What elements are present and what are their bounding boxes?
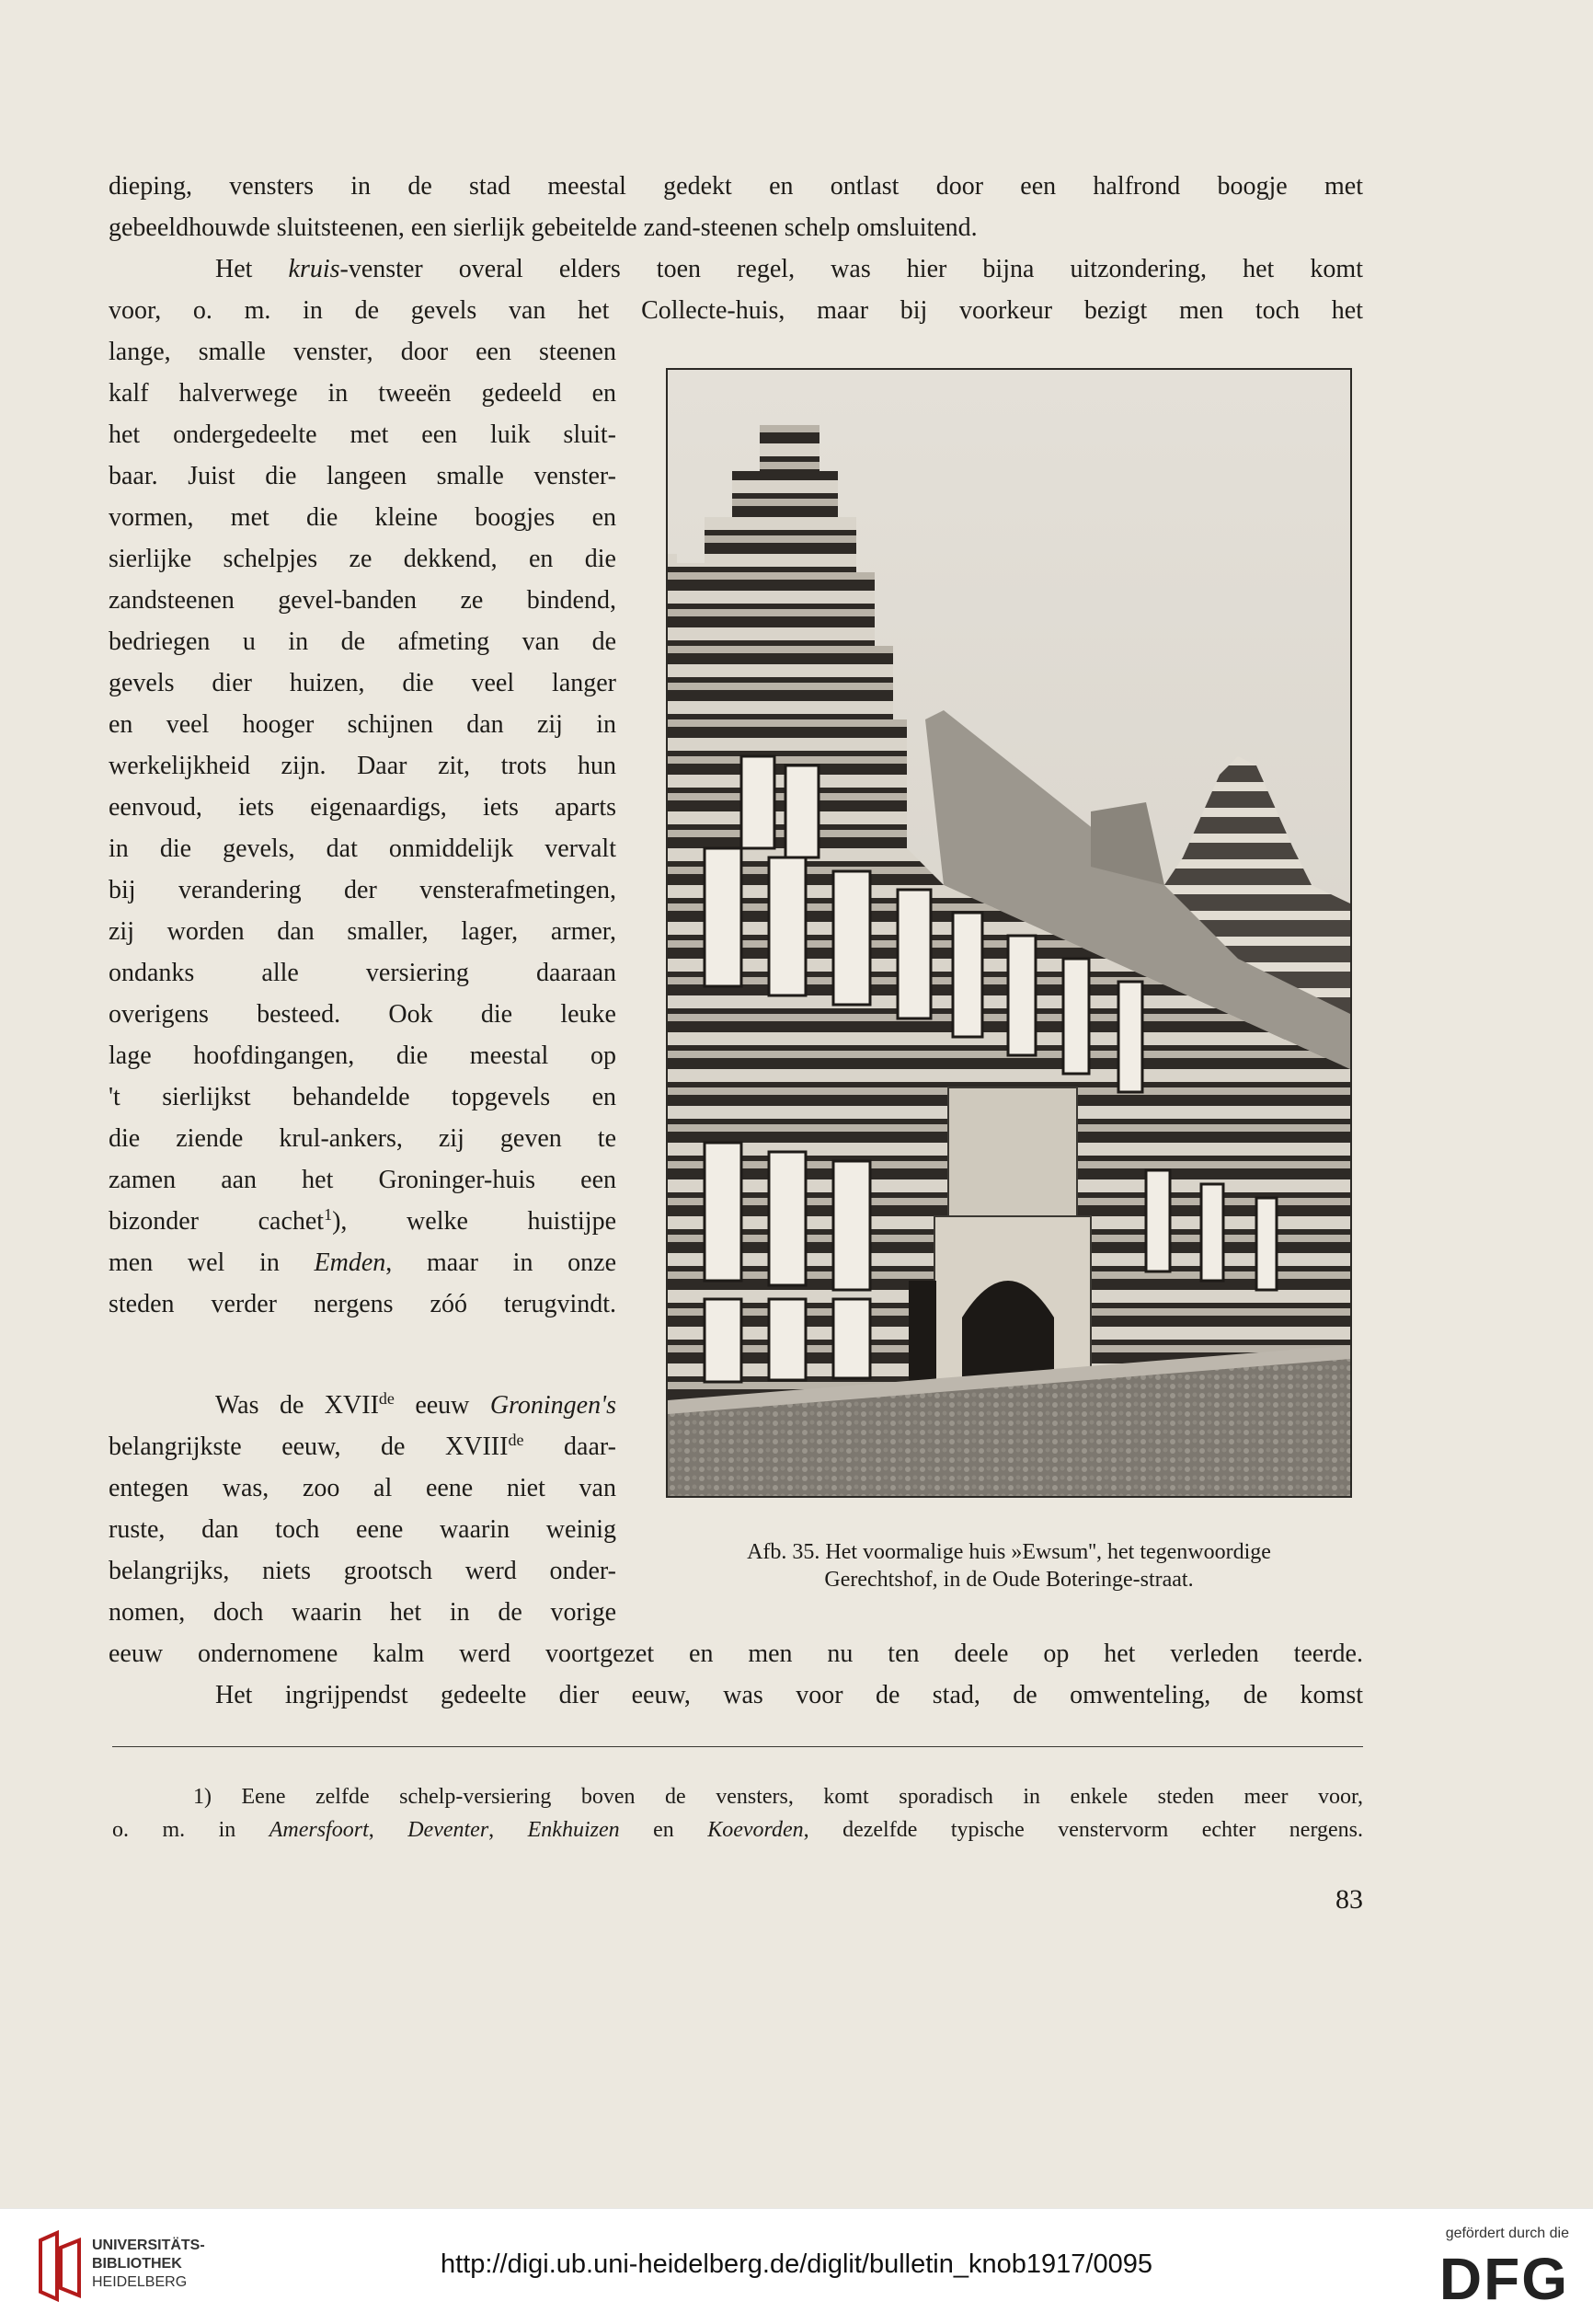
footnote-line: o. m. in Amersfoort, Deventer, Enkhuizen en Koevorden, dezelfde typische venstervorm echter nergens. xyxy=(112,1818,1363,1842)
body-line: men wel in Emden, maar in onze xyxy=(109,1248,616,1277)
body-line: steden verder nergens zóó terugvindt. xyxy=(109,1290,616,1318)
body-line: belangrijks, niets grootsch werd onder- xyxy=(109,1557,616,1585)
funding-note: gefördert durch die xyxy=(1445,2226,1569,2241)
body-line: eeuw ondernomene kalm werd voortgezet en men nu ten deele op het verleden teerde. xyxy=(109,1639,1363,1668)
body-line: bedriegen u in de afmeting van de xyxy=(109,627,616,656)
university-library-logo-icon xyxy=(35,2229,86,2303)
body-line: sierlijke schelpjes ze dekkend, en die xyxy=(109,545,616,573)
library-name: UNIVERSITÄTS- BIBLIOTHEK HEIDELBERG xyxy=(92,2238,205,2290)
body-line: zandsteenen gevel-banden ze bindend, xyxy=(109,586,616,615)
body-line: in die gevels, dat onmiddelijk vervalt xyxy=(109,834,616,863)
figure-caption xyxy=(666,1538,1352,1593)
body-line: Het ingrijpendst gedeelte dier eeuw, was voor de stad, de omwenteling, de komst xyxy=(215,1681,1363,1709)
body-line: lage hoofdingangen, die meestal op xyxy=(109,1041,616,1070)
body-line: gevels dier huizen, die veel langer xyxy=(109,669,616,697)
body-line: eenvoud, iets eigenaardigs, iets aparts xyxy=(109,793,616,822)
body-line: nomen, doch waarin het in de vorige xyxy=(109,1598,616,1627)
viewer-footer xyxy=(0,2208,1593,2324)
body-line: belangrijkste eeuw, de XVIIIde daar- xyxy=(109,1431,616,1461)
body-line: dieping, vensters in de stad meestal gedekt en ontlast door een halfrond boogje met xyxy=(109,172,1363,201)
body-line: kalf halverwege in tweeën gedeeld en xyxy=(109,379,616,408)
caption-line: Afb. 35. Het voormalige huis »Ewsum'', het tegenwoordige xyxy=(747,1540,1271,1564)
body-line: gebeeldhouwde sluitsteenen, een sierlijk gebeitelde zand-steenen schelp omsluitend. xyxy=(109,213,978,242)
body-line: het ondergedeelte met een luik sluit- xyxy=(109,420,616,449)
building-photo xyxy=(668,370,1350,1496)
body-line: lange, smalle venster, door een steenen xyxy=(109,338,616,366)
body-line: bij verandering der vensterafmetingen, xyxy=(109,876,616,904)
body-line: entegen was, zoo al eene niet van xyxy=(109,1474,616,1502)
body-line: ondanks alle versiering daaraan xyxy=(109,959,616,987)
caption-line: Gerechtshof, in de Oude Boteringe-straat. xyxy=(824,1568,1194,1592)
body-line: en veel hooger schijnen dan zij in xyxy=(109,710,616,739)
body-line: ruste, dan toch eene waarin weinig xyxy=(109,1515,616,1544)
body-line: baar. Juist die langeen smalle venster- xyxy=(109,462,616,490)
footnote-line: 1) Eene zelfde schelp-versiering boven de vensters, komt sporadisch in enkele steden meer voor, xyxy=(193,1785,1363,1809)
body-line: vormen, met die kleine boogjes en xyxy=(109,503,616,532)
body-line: zamen aan het Groninger-huis een xyxy=(109,1166,616,1194)
body-line: 't sierlijkst behandelde topgevels en xyxy=(109,1083,616,1111)
dfg-logo-icon: DFG xyxy=(1438,2246,1569,2312)
figure-photo-ewsum-house xyxy=(666,368,1352,1498)
body-line: die ziende krul-ankers, zij geven te xyxy=(109,1124,616,1153)
footnote-separator xyxy=(112,1746,1363,1747)
page-number: 83 xyxy=(1335,1884,1363,1915)
permalink-url[interactable]: http://digi.ub.uni-heidelberg.de/diglit/bulletin_knob1917/0095 xyxy=(441,2249,1152,2279)
body-line: werkelijkheid zijn. Daar zit, trots hun xyxy=(109,752,616,780)
body-line: bizonder cachet$^1$), welke huistijpe xyxy=(109,1205,616,1236)
body-line: Was de XVIIde eeuw Groningen's xyxy=(215,1389,616,1420)
body-line: zij worden dan smaller, lager, armer, xyxy=(109,917,616,946)
body-line: voor, o. m. in de gevels van het Collecte-huis, maar bij voorkeur bezigt men toch het xyxy=(109,296,1363,325)
body-line: overigens besteed. Ook die leuke xyxy=(109,1000,616,1029)
body-line: Het kruis-venster overal elders toen regel, was hier bijna uitzondering, het komt xyxy=(215,255,1363,283)
